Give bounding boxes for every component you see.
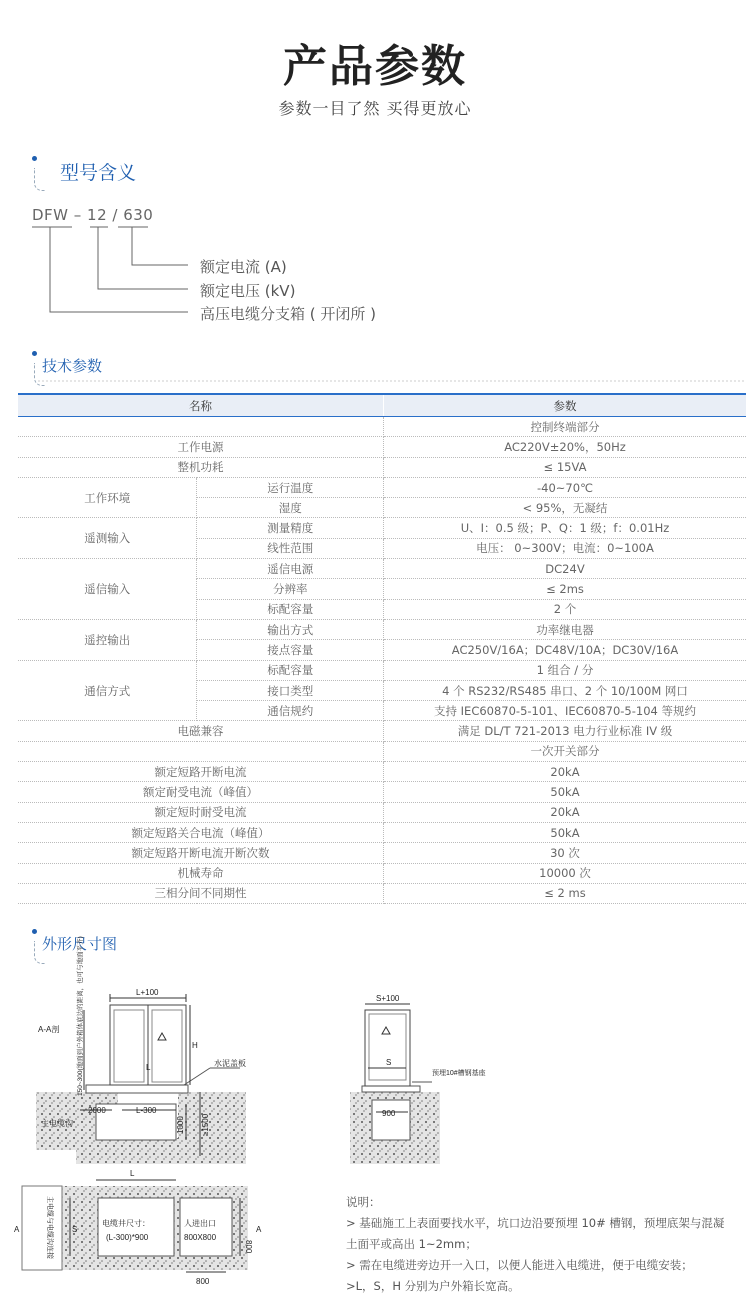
dim-900: 900 <box>382 1109 396 1118</box>
param-value: 控制终端部分 <box>384 417 747 437</box>
param-value: DC24V <box>384 559 747 579</box>
dim-s: S <box>386 1058 392 1067</box>
param-value: 20kA <box>384 802 747 822</box>
dim-l: L <box>146 1063 151 1072</box>
table-header-name: 名称 <box>18 394 384 417</box>
param-value: 支持 IEC60870-5-101、IEC60870-5-104 等规约 <box>384 701 747 721</box>
model-code: DFW – 12 / 630 <box>32 206 154 224</box>
notes-title: 说明： <box>346 1195 381 1209</box>
param-name: 工作电源 <box>18 437 384 457</box>
param-value: ≤ 2 ms <box>384 883 747 903</box>
param-name: 额定短路开断电流 <box>18 762 384 782</box>
dim-2000: 2000 <box>88 1106 106 1115</box>
dim-plan-800-v: 800 <box>244 1240 253 1254</box>
param-subname: 运行温度 <box>197 477 384 497</box>
label-entry-2: 800X800 <box>184 1233 217 1242</box>
param-value: AC250V/16A；DC48V/10A；DC30V/16A <box>384 640 747 660</box>
label-well-size-2: (L-300)*900 <box>106 1233 149 1242</box>
param-group: 遥信输入 <box>18 559 197 620</box>
dim-plan-l: L <box>130 1169 135 1178</box>
note-item: >L，S，H 分别为户外箱长宽高。 <box>346 1279 520 1293</box>
table-header-value: 参数 <box>384 394 747 417</box>
param-subname: 标配容量 <box>197 599 384 619</box>
param-value: 满足 DL/T 721-2013 电力行业标准 IV 级 <box>384 721 747 741</box>
param-name: 电磁兼容 <box>18 721 384 741</box>
param-value: ≤ 15VA <box>384 457 747 477</box>
param-value: 20kA <box>384 762 747 782</box>
param-subname: 接口类型 <box>197 680 384 700</box>
label-channel-steel: 预埋10#槽钢基座 <box>432 1070 486 1077</box>
param-value: 功率继电器 <box>384 619 747 639</box>
section-title: 外形尺寸图 <box>42 935 118 953</box>
note-item: 土面平或高出 1~2mm； <box>346 1237 477 1251</box>
label-a-left: A <box>14 1225 20 1234</box>
notes <box>346 1192 724 1297</box>
section-title: 技术参数 <box>42 357 103 375</box>
dim-s100: S+100 <box>376 994 400 1003</box>
param-subname: 测量精度 <box>197 518 384 538</box>
vertical-note: 150~300(地面到户外箱体底边的距离，也可与地面平齐) <box>77 936 84 1096</box>
label-a-right: A <box>256 1225 262 1234</box>
param-value: 50kA <box>384 822 747 842</box>
param-subname: 输出方式 <box>197 619 384 639</box>
param-value: AC220V±20%，50Hz <box>384 437 747 457</box>
param-name: 整机功耗 <box>18 457 384 477</box>
param-subname: 湿度 <box>197 498 384 518</box>
param-subname: 通信规约 <box>197 701 384 721</box>
dim-1500: ≥1500 <box>201 1113 210 1136</box>
label-well-size: 电缆井尺寸： <box>102 1219 150 1228</box>
param-subname: 线性范围 <box>197 538 384 558</box>
dim-1000: 1000 <box>176 1116 185 1134</box>
section-title: 型号含义 <box>60 162 137 184</box>
param-name: 额定短时耐受电流 <box>18 802 384 822</box>
param-group: 遥测输入 <box>18 518 197 559</box>
model-item-current: 额定电流 (A) <box>200 258 287 276</box>
param-value: 4 个 RS232/RS485 串口、2 个 10/100M 网口 <box>384 680 747 700</box>
param-name: 额定耐受电流（峰值） <box>18 782 384 802</box>
param-value: 电压： 0~300V；电流：0~100A <box>384 538 747 558</box>
dim-l100: L+100 <box>136 988 159 997</box>
param-group: 通信方式 <box>18 660 197 721</box>
note-item: > 需在电缆进旁边开一入口，以便人能进入电缆进，便于电缆安装； <box>346 1258 693 1272</box>
param-subname: 标配容量 <box>197 660 384 680</box>
dim-h: H <box>192 1041 198 1050</box>
section-aa-label: A-A剖 <box>38 1025 60 1034</box>
label-entry: 人进出口 <box>184 1219 216 1228</box>
param-value: ≤ 2ms <box>384 579 747 599</box>
param-name: 额定短路开断电流开断次数 <box>18 843 384 863</box>
param-value: < 95%，无凝结 <box>384 498 747 518</box>
label-main-cable-conn: 主电缆与电缆沟连接 <box>46 1196 53 1259</box>
param-value: 1 组合 / 分 <box>384 660 747 680</box>
param-name: 机械寿命 <box>18 863 384 883</box>
page-subtitle: 参数一目了然 买得更放心 <box>278 99 472 118</box>
param-value: 一次开关部分 <box>384 741 747 761</box>
param-subname: 接点容量 <box>197 640 384 660</box>
model-item-voltage: 额定电压 (kV) <box>200 282 296 300</box>
param-value: 50kA <box>384 782 747 802</box>
dim-plan-800: 800 <box>196 1277 210 1286</box>
param-value: 2 个 <box>384 599 747 619</box>
model-item-product: 高压电缆分支箱 ( 开闭所 ) <box>200 305 377 323</box>
param-value: 10000 次 <box>384 863 747 883</box>
param-subname: 分辨率 <box>197 579 384 599</box>
page-title: 产品参数 <box>283 41 467 92</box>
param-group: 工作环境 <box>18 477 197 518</box>
param-value: U、I：0.5 级；P、Q：1 级；f：0.01Hz <box>384 518 747 538</box>
dim-plan-s: S <box>72 1225 78 1234</box>
label-main-trench: 主电缆沟 <box>41 1119 73 1128</box>
param-name: 三相分间不同期性 <box>18 883 384 903</box>
param-value: -40~70℃ <box>384 477 747 497</box>
param-name: 额定短路关合电流（峰值） <box>18 822 384 842</box>
label-cement-cover: 水泥盖板 <box>214 1059 246 1068</box>
param-subname: 遥信电源 <box>197 559 384 579</box>
param-group: 遥控输出 <box>18 619 197 660</box>
param-value: 30 次 <box>384 843 747 863</box>
note-item: > 基础施工上表面要找水平，坑口边沿要预埋 10# 槽钢，预埋底架与混凝 <box>346 1216 725 1230</box>
dim-l300: L-300 <box>136 1106 157 1115</box>
